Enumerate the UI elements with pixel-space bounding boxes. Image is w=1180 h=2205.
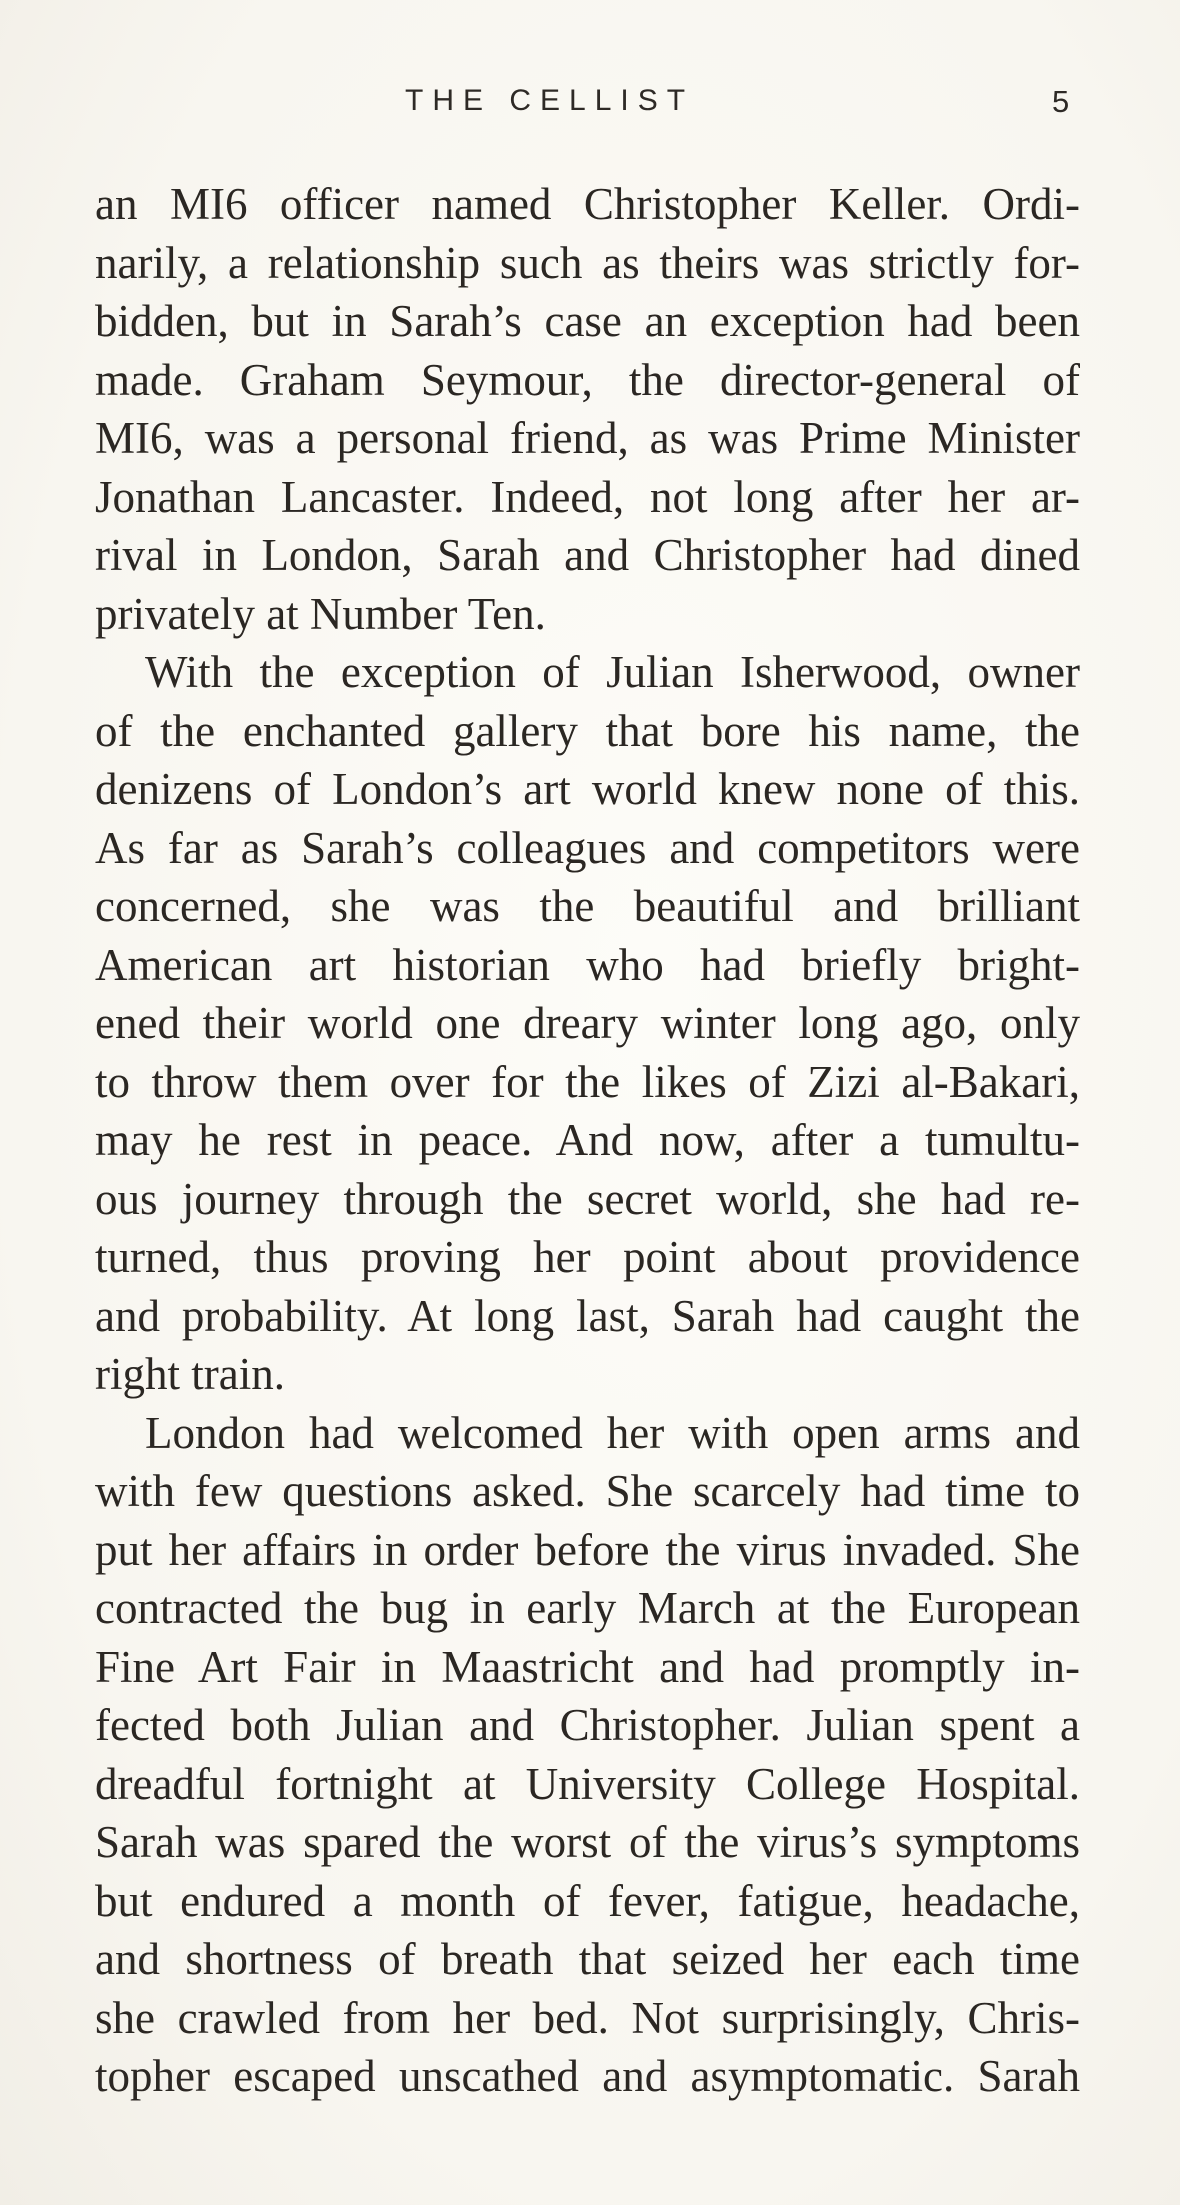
text-line: right train. <box>95 1349 285 1399</box>
text-line: MI6, was a personal friend, as was Prime Minister <box>95 413 1080 463</box>
paragraph <box>95 643 1080 1404</box>
text-line: put her affairs in order before the virus invaded. She <box>95 1524 1080 1575</box>
text-line: may he rest in peace. And now, after a tumultu- <box>95 1115 1080 1165</box>
text-line: and shortness of breath that seized her each time <box>95 1934 1080 1984</box>
text-line: privately at Number Ten. <box>95 588 546 639</box>
text-line: dreadful fortnight at University College Hospital. <box>95 1758 1080 1809</box>
text-line: turned, thus proving her point about providence <box>95 1232 1080 1282</box>
text-line: an MI6 officer named Christopher Keller. Ordi- <box>95 179 1080 229</box>
text-line: ous journey through the secret world, she had re- <box>95 1173 1080 1224</box>
text-line: Fine Art Fair in Maastricht and had promptly in- <box>95 1641 1080 1692</box>
text-line: concerned, she was the beautiful and brilliant <box>95 881 1080 931</box>
text-line: but endured a month of fever, fatigue, headache, <box>95 1875 1080 1926</box>
text-line: Jonathan Lancaster. Indeed, not long after her ar- <box>95 471 1080 522</box>
text-line: American art historian who had briefly bright- <box>95 939 1080 990</box>
text-line: contracted the bug in early March at the European <box>95 1583 1080 1633</box>
text-line: she crawled from her bed. Not surprisingly, Chris- <box>95 1992 1080 2043</box>
text-line: fected both Julian and Christopher. Julian spent a <box>95 1700 1080 1750</box>
text-line: ened their world one dreary winter long ago, only <box>95 998 1080 1048</box>
paragraph <box>95 175 1080 643</box>
text-line: bidden, but in Sarah’s case an exception had been <box>95 296 1080 346</box>
book-title: THE CELLIST <box>405 84 695 117</box>
text-line: narily, a relationship such as theirs was strictly for- <box>95 237 1080 288</box>
text-line: With the exception of Julian Isherwood, owner <box>145 647 1080 697</box>
text-line: rival in London, Sarah and Christopher had dined <box>95 530 1080 580</box>
text-line: As far as Sarah’s colleagues and competitors were <box>95 822 1080 873</box>
text-line: of the enchanted gallery that bore his name, the <box>95 705 1080 756</box>
text-line: topher escaped unscathed and asymptomatic. Sarah <box>95 2051 1080 2101</box>
text-line: and probability. At long last, Sarah had caught the <box>95 1290 1080 1341</box>
text-line: to throw them over for the likes of Zizi al-Bakari, <box>95 1056 1080 1107</box>
page-number: 5 <box>1052 84 1070 119</box>
text-line: denizens of London’s art world knew none of this. <box>95 764 1080 814</box>
paragraph <box>95 1404 1080 2106</box>
text-line: Sarah was spared the worst of the virus’s symptoms <box>95 1817 1080 1867</box>
running-head <box>0 84 1180 134</box>
body-text <box>95 175 1080 2106</box>
text-line: London had welcomed her with open arms and <box>145 1407 1080 1458</box>
text-line: with few questions asked. She scarcely had time to <box>95 1466 1080 1516</box>
text-line: made. Graham Seymour, the director-general of <box>95 354 1080 405</box>
